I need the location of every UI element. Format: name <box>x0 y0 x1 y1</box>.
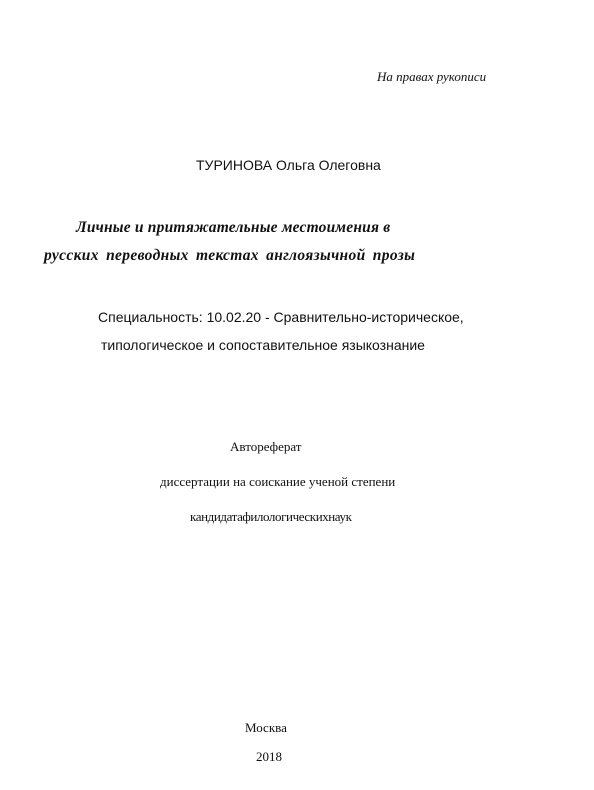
city: Москва <box>245 720 287 735</box>
dissertation-degree-line: диссертации на соискание ученой степени <box>160 474 396 489</box>
dissertation-title-line-1: Личные и притяжательные местоимения в <box>76 219 391 236</box>
abstract-label: Автореферат <box>230 439 302 454</box>
specialty-line-1: Специальность: 10.02.20 - Сравнительно-историческое, <box>98 309 464 325</box>
author-name: ТУРИНОВА Ольга Олеговна <box>196 157 381 173</box>
degree-name: кандидата филологических наук <box>190 509 352 524</box>
manuscript-note: На правах рукописи <box>377 69 487 84</box>
specialty-line-2: типологическое и сопоставительное языкознание <box>101 337 425 353</box>
dissertation-title-line-2: русских переводных текстах англоязычной прозы <box>44 247 416 264</box>
year: 2018 <box>256 749 282 764</box>
